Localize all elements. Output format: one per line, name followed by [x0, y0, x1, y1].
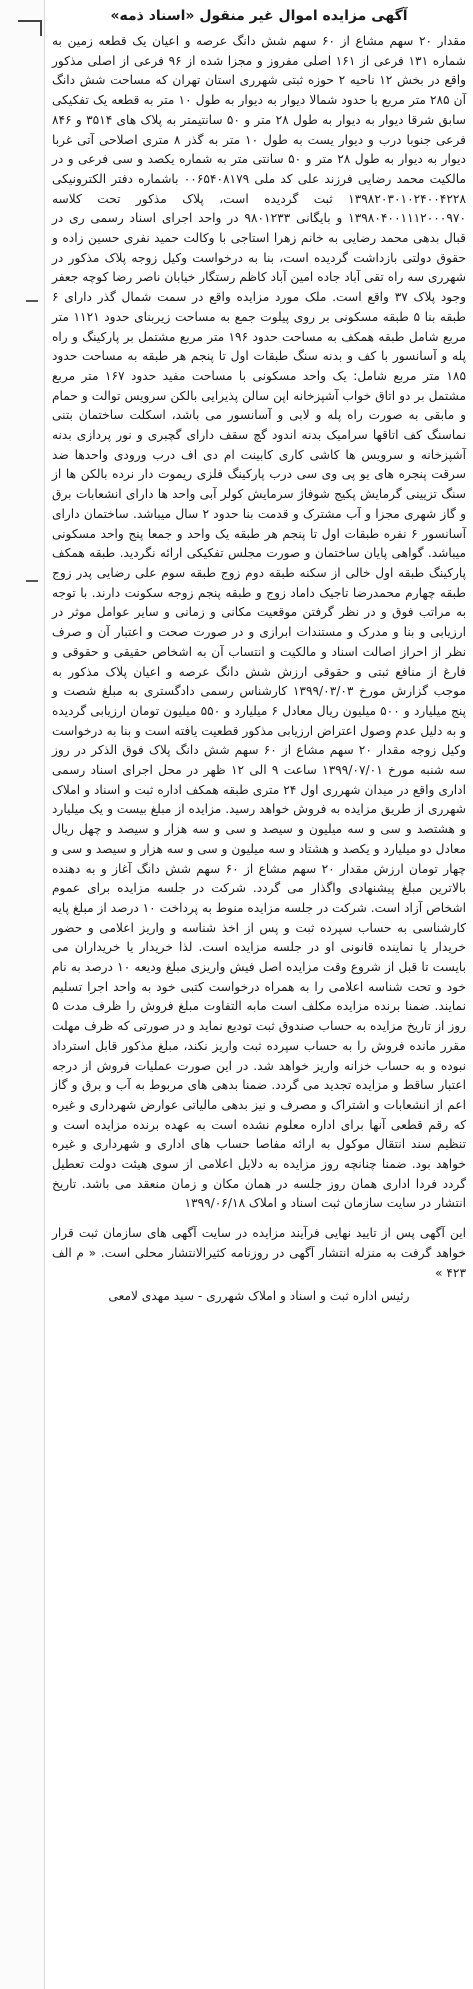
notice-body: مقدار ۲۰ سهم مشاع از ۶۰ سهم شش دانگ عرصه و اعیان یک قطعه زمین به شماره ۱۳۱ فرعی از ۱۶۱ اصلی مفروز و مجزا شده از ۹۶ فرعی از اصلی مذکور واقع در بخش ۱۲ ناحیه ۲ حوزه ثبتی شهرری استان تهران که مساحت شش دانگ آن ۲۸۵ متر مربع با حدود شمالا دیوار به دیوار به طول ۱۰ متر به قطعه یک تفکیکی سابق شرقا دیوار به دیوار به طول ۲۸ متر و ۵۰ سانتیمتر به پلاک های ۳۵۱۴ و ۸۴۶ فرعی جنوبا درب و دیوار یست به طول ۱۰ متر به گذر ۸ متری اصلاحی آتی غربا دیوار به دیوار به طول ۲۸ متر و ۵۰ سانتی متر به شماره یکصد و سی فرعی و در مالکیت محمد رضایی فرزند علی کد ملی ۰۰۶۵۴۰۸۱۷۹ باشماره دفتر الکترونیکی ۱۳۹۸۲۰۳۰۱۰۲۴۰۰۴۲۲۸ ثبت گردیده است، پلاک مذکور تحت کلاسه ۱۳۹۸۰۴۰۰۱۱۱۲۰۰۰۹۷۰ و بایگانی ۹۸۰۱۲۳۳ در واحد اجرای اسناد رسمی ری در قبال بدهی محمد رضایی به خانم زهرا استاجی با وکالت حمید نفری حسین زاده و حقوق دولتی بازداشت گردیده است، بنا به درخواست وکیل زوجه پلاک مذکور در شهرری سه راه تقی آباد جاده امین آباد کاظم رستگار خیابان ناصر رضا کوچه جعفر وجود پلاک ۳۷ واقع است. ملک مورد مزایده واقع در سمت شمال گذر دارای ۶ طبقه بنا ۵ طبقه مسکونی بر روی پیلوت جمع به مساحت زیربنای حدود ۱۱۲۱ متر مربع شامل طبقه همکف به مساحت حدود ۱۹۶ متر مربع مشتمل بر پارکینگ و راه پله و آسانسور با کف و بدنه سنگ طبقات اول تا پنجم هر طبقه به مساحت حدود ۱۸۵ متر مربع شامل: یک واحد مسکونی با مساحت مفید حدود ۱۶۷ متر مربع مشتمل بر دو اتاق خواب آشپزخانه اپن سالن پذیرایی بالکن سرویس توالت و حمام و مابقی به صورت راه پله و لابی و آسانسور می باشد، اسکلت ساختمان بتنی نماسنگ کف اتاقها سرامیک بدنه اندود گچ سقف دارای گچبری و نور پردازی بدنه آشپزخانه و سرویس ها کاشی کاری کابینت ام دی اف درب ورودی واحدها ضد سرقت پنجره های یو پی وی سی درب پارکینگ فلزی ریموت دار نرده بالکن ها از سنگ تزیینی گرمایش پکیج شوفاژ سرمایش کولر آبی واحد ها دارای انشعابات برق و گاز شهری مجزا و آب مشترک و قدمت بنا حدود ۲ سال میباشد. ساختمان دارای آسانسور ۶ نفره طبقات اول تا پنجم هر طبقه یک واحد و جمعا پنج واحد مسکونی میباشد. گواهی پایان ساختمان و صورت مجلس تفکیکی ارائه نگردید. طبقه همکف پارکینگ طبقه اول خالی از سکنه طبقه دوم زوج طبقه سوم علی رضایی پدر زوج طبقه چهارم محمدرضا تاجیک داماد زوج و طبقه پنجم زوجه سکونت دارند. با توجه به مراتب فوق و در نظر گرفتن موقعیت مکانی و زمانی و سایر عوامل موثر در ارزیابی و بنا و مدرک و مستندات ابرازی و در صورت صحت و اعتبار آن و صرف نظر از احراز اصالت اسناد و مالکیت و انتساب آن به اشخاص حقیقی و حقوقی و فارغ از منافع ثبتی و حقوقی ارزش شش دانگ عرصه و اعیان پلاک مذکور به موجب گزارش مورخ ۱۳۹۹/۰۳/۰۳ کارشناس رسمی دادگستری به مبلغ شصت و پنج میلیارد و ۵۰۰ میلیون ریال معادل ۶ میلیارد و ۵۵۰ میلیون تومان ارزیابی گردیده و به دلیل عدم وصول اعتراض ارزیابی مذکور قطعیت یافته است و بنا به درخواست وکیل زوجه مقدار ۲۰ سهم مشاع از ۶۰ سهم شش دانگ پلاک فوق الذکر در روز سه شنبه مورخ ۱۳۹۹/۰۷/۰۱ ساعت ۹ الی ۱۲ ظهر در محل اجرای اسناد رسمی اداری واقع در میدان شهرری اول ۲۴ متری طبقه همکف اداره ثبت و اسناد و املاک شهرری از طریق مزایده به فروش خواهد رسید. مزایده از مبلغ بیست و یک میلیارد و هشتصد و سی و سه میلیون و سیصد و سی و سه هزار و سیصد و چهل ریال معادل دو میلیارد و یکصد و هشتاد و سه میلیون و سی و سه هزار و سیصد و سی و چهار تومان ارزش مقدار ۲۰ سهم مشاع از ۶۰ سهم شش دانگ آغاز و به دهنده بالاترین مبلغ پیشنهادی واگذار می گردد. شرکت در جلسه مزایده برای عموم اشخاص آزاد است. شرکت در جلسه مزایده منوط به پرداخت ۱۰ درصد از مبلغ پایه کارشناسی به حساب سپرده ثبت و پس از اخذ شناسه و واریز اعلامی و حضور خریدار یا نماینده قانونی او در جلسه مزایده است. لذا خریدار یا خریداران می بایست تا قبل از شروع وقت مزایده اصل فیش واریزی مبلغ ودیعه ۱۰ درصد به نام خود و تحت شناسه اعلامی را به همراه درخواست کتبی خود به واحد اجرا تسلیم نمایند. ضمنا برنده مزایده مکلف است مابه التفاوت مبلغ فروش را ظرف مدت ۵ روز از تاریخ مزایده به حساب صندوق ثبت تودیع نماید و در صورتی که ظرف مهلت مقرر مانده فروش را به حساب سپرده ثبت واریز نکند، مبلغ مذکور قابل استرداد نبوده و به حساب خزانه واریز خواهد شد. در این صورت عملیات فروش از درجه اعتبار ساقط و مزایده تجدید می گردد. ضمنا بدهی های مربوط به آب و برق و گاز اعم از انشعابات و اشتراک و مصرف و نیز بدهی مالیاتی عوارض شهرداری و غیره که رقم قطعی آنها برای اداره معلوم نشده است به عهده برنده مزایده است و تنظیم سند انتقال موکول به ارائه مفاصا حساب های اداری و شهرداری و غیره خواهد بود. ضمنا چنانچه روز مزایده به دلایل اعلامی از سوی هیئت دولت تعطیل گردد فردا اداری همان روز جلسه در همان مکان و زمان منعقد می باشد. تاریخ انتشار در سایت سازمان ثبت اسناد و املاک ۱۳۹۹/۰۶/۱۸ — [52, 34, 467, 1211]
notice-title: آگهی مزایده اموال غیر منقول «اسناد ذمه» — [110, 8, 408, 24]
auction-notice — [52, 6, 466, 1981]
notice-footer-note: این آگهی پس از تایید نهایی فرآیند مزایده در سایت آگهی های سازمان ثبت قرار خواهد گرفت به منزله انتشار آگهی در روزنامه کثیرالانتشار محلی است. « م الف ۴۲۳ » — [52, 1226, 466, 1280]
notice-signature: رئیس اداره ثبت و اسناد و املاک شهرری - سید مهدی لامعی — [108, 1289, 410, 1304]
adjacent-column-edge — [0, 0, 45, 1989]
column-mark — [26, 580, 38, 582]
corner-bracket-decoration — [18, 20, 42, 36]
column-mark — [26, 300, 38, 302]
